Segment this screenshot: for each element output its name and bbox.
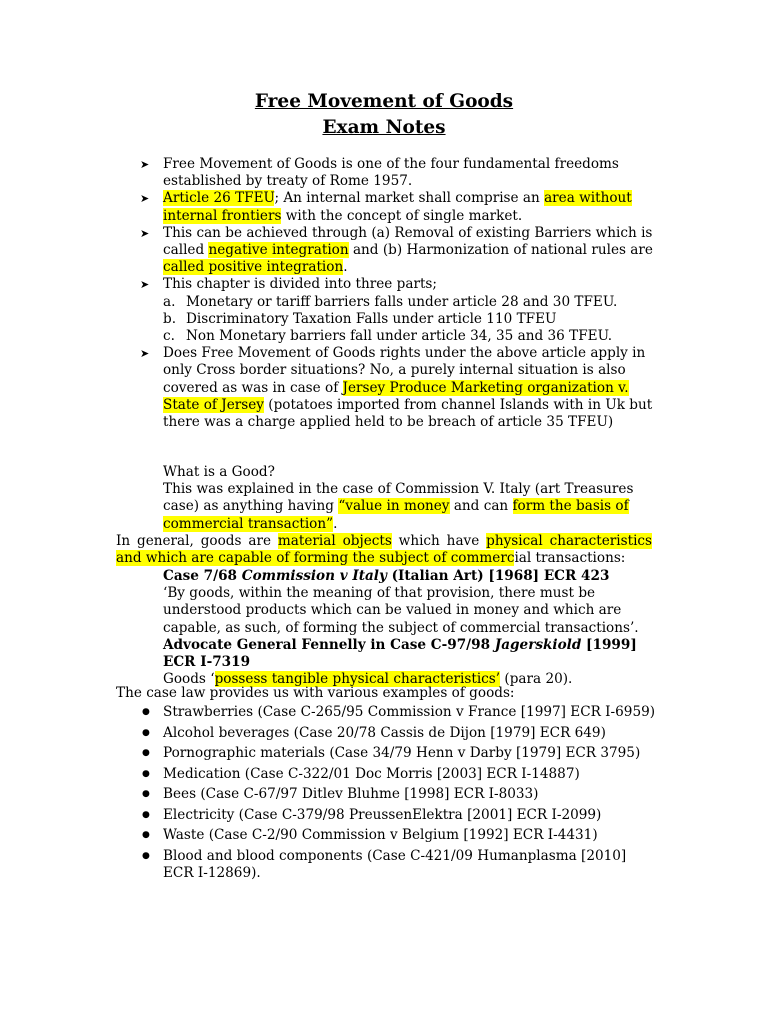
section-question: What is a Good?	[163, 464, 275, 480]
round-bullet-icon: ●	[142, 809, 150, 820]
what-is-good-section	[163, 464, 663, 533]
sub-list	[163, 294, 660, 346]
key-points-list	[140, 156, 660, 431]
round-bullet-icon: ●	[142, 707, 150, 717]
round-bullet-icon: ●	[142, 748, 150, 758]
sub-list-item: b. Discriminatory Taxation Falls under article 110 TFEU	[163, 310, 557, 327]
list-item: ● Alcohol beverages (Case 20/78 Cassis de Dijon [1979] ECR 649)	[140, 723, 660, 744]
case-heading: Case 7/68 Commission v Italy (Italian Art) [1968] ECR 423	[163, 568, 610, 584]
arrowhead-bullet-icon: ➤	[140, 192, 150, 206]
highlight: physical characteristics and which are capable of forming the subject of commerc	[116, 533, 653, 567]
round-bullet-icon: ●	[142, 830, 150, 840]
highlight: possess tangible physical characteristics’	[214, 671, 501, 688]
arrowhead-bullet-icon: ➤	[140, 347, 150, 361]
document-subtitle: Exam Notes	[322, 117, 446, 138]
list-item: ➤ Does Free Movement of Goods rights under the above article apply in only Cross border situations? No, a purely internal situation is also covered as was in case of Jersey Produce Marketing organization v. State of Jersey (potatoes imported from channel Islands with in Uk but there was a charge applied held to be breach of article 35 TFEU)	[140, 345, 653, 431]
list-item: ➤ Article 26 TFEU; An internal market shall comprise an area without internal frontiers with the concept of single market.	[140, 190, 632, 224]
round-bullet-icon: ●	[142, 850, 150, 861]
list-item: ● Waste (Case C-2/90 Commission v Belgium [1992] ECR I-4431)	[140, 825, 660, 846]
list-item: ➤ Free Movement of Goods is one of the four fundamental freedoms established by treaty of Rome 1957.	[140, 156, 619, 190]
highlight: “value in money	[338, 498, 450, 515]
case-jagerskiold-section	[163, 637, 653, 689]
examples-intro: The case law provides us with various examples of goods:	[116, 685, 515, 701]
round-bullet-icon: ●	[142, 768, 150, 779]
round-bullet-icon: ●	[142, 727, 150, 738]
case-heading: Advocate General Fennelly in Case C-97/98 Jagerskiold [1999] ECR I-7319	[163, 637, 637, 671]
general-paragraph: In general, goods are material objects which have physical characteristics and which are capable of forming the subject of commercial transactions:	[116, 533, 653, 567]
arrowhead-bullet-icon: ➤	[140, 226, 150, 240]
highlight: material objects	[277, 533, 392, 549]
list-item: ● Blood and blood components (Case C-421/09 Humanplasma [2010] ECR I-12869).	[142, 847, 627, 881]
section-text: This was explained in the case of Commission V. Italy (art Treasures case) as anything having “value in money and can form the basis of commercial transaction”.	[163, 481, 634, 532]
list-item: ● Electricity (Case C-379/98 PreussenElektra [2001] ECR I-2099)	[140, 805, 660, 826]
document-title: Free Movement of Goods	[254, 91, 514, 112]
list-item: ● Bees (Case C-67/97 Ditlev Bluhme [1998] ECR I-8033)	[140, 784, 660, 805]
highlight: Jersey Produce Marketing organization v. State of Jersey	[163, 379, 629, 413]
case-text: Goods ‘possess tangible physical characteristics’ (para 20).	[163, 671, 573, 688]
round-bullet-icon: ●	[142, 789, 150, 799]
list-item: ➤ This chapter is divided into three parts; a. Monetary or tariff barriers falls under article 28 and 30 TFEU. b. Discriminatory Taxation Falls under article 110 TFEU c. Non Monetary barriers fall under article 34, 35 and 36 TFEU.	[140, 276, 660, 345]
arrowhead-bullet-icon: ➤	[140, 278, 150, 292]
list-item: ● Strawberries (Case C-265/95 Commission v France [1997] ECR I-6959)	[140, 702, 660, 723]
list-item: ● Pornographic materials (Case 34/79 Henn v Darby [1979] ECR 3795)	[140, 743, 660, 764]
highlight: called positive integration	[163, 259, 344, 276]
sub-list-item: c. Non Monetary barriers fall under article 34, 35 and 36 TFEU.	[163, 328, 613, 345]
list-item: ➤ This can be achieved through (a) Removal of existing Barriers which is called negative integration and (b) Harmonization of national rules are called positive integration.	[140, 224, 653, 276]
examples-list	[140, 702, 660, 883]
highlight: Article 26 TFEU	[163, 190, 275, 207]
arrowhead-bullet-icon: ➤	[140, 158, 150, 171]
highlight: negative integration	[208, 242, 349, 259]
sub-list-item: a. Monetary or tariff barriers falls under article 28 and 30 TFEU.	[163, 293, 618, 310]
highlight: area without internal frontiers	[163, 190, 632, 224]
highlight: form the basis of commercial transaction”	[163, 498, 629, 532]
list-item: ● Medication (Case C-322/01 Doc Morris [2003] ECR I-14887)	[140, 764, 660, 785]
case-quote: ‘By goods, within the meaning of that provision, there must be understood products which can be valued in money and which are capable, as such, of forming the subject of commercial transactions’.	[163, 585, 639, 636]
case-italy-section	[163, 568, 653, 637]
